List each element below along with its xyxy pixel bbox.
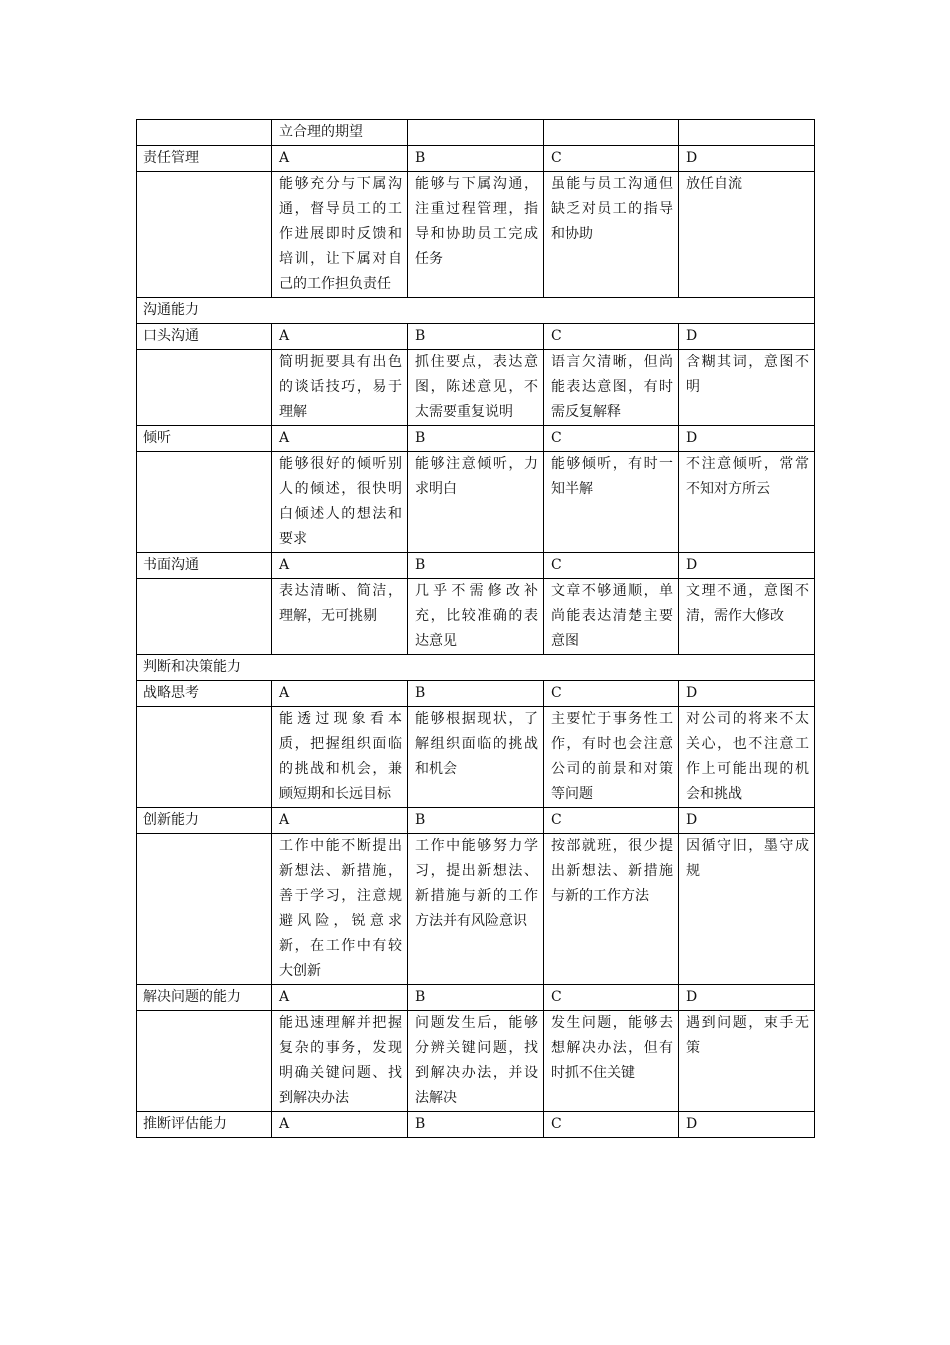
grade-b-description	[408, 120, 544, 146]
grade-c-label: C	[544, 426, 679, 452]
grade-d-label: D	[679, 426, 815, 452]
grade-c-label: C	[544, 553, 679, 579]
grade-d-description: 遇到问题，束手无策	[679, 1011, 815, 1112]
criterion-grade-row	[137, 808, 815, 834]
grade-c-label: C	[544, 324, 679, 350]
description-row	[137, 579, 815, 655]
criterion-grade-row	[137, 985, 815, 1011]
grade-a-description: 能够充分与下属沟通，督导员工的工作进展即时反馈和培训，让下属对自己的工作担负责任	[272, 172, 408, 298]
grade-c-description	[544, 120, 679, 146]
criterion-label: 解决问题的能力	[137, 985, 272, 1011]
grade-a-label: A	[272, 681, 408, 707]
grade-b-description: 抓住要点，表达意图，陈述意见，不太需要重复说明	[408, 350, 544, 426]
grade-d-description: 放任自流	[679, 172, 815, 298]
description-row	[137, 707, 815, 808]
grade-a-label: A	[272, 426, 408, 452]
criterion-label: 倾听	[137, 426, 272, 452]
grade-a-description: 简明扼要具有出色的谈话技巧，易于理解	[272, 350, 408, 426]
grade-d-description: 因循守旧，墨守成规	[679, 834, 815, 985]
grade-b-label: B	[408, 681, 544, 707]
grade-b-description: 能够根据现状，了解组织面临的挑战和机会	[408, 707, 544, 808]
grade-c-description: 按部就班，很少提出新想法、新措施与新的工作方法	[544, 834, 679, 985]
grade-c-description: 语言欠清晰，但尚能表达意图，有时需反复解释	[544, 350, 679, 426]
criterion-grade-row	[137, 146, 815, 172]
section-heading: 判断和决策能力	[137, 655, 815, 681]
description-row	[137, 172, 815, 298]
grade-a-description: 能迅速理解并把握复杂的事务，发现明确关键问题、找到解决办法	[272, 1011, 408, 1112]
empty-label-cell	[137, 834, 272, 985]
section-row	[137, 298, 815, 324]
grade-d-description	[679, 120, 815, 146]
grade-c-description: 能够倾听，有时一知半解	[544, 452, 679, 553]
criterion-grade-row	[137, 324, 815, 350]
grade-c-label: C	[544, 808, 679, 834]
grade-d-description: 文理不通，意图不清，需作大修改	[679, 579, 815, 655]
grade-b-description: 工作中能够努力学习，提出新想法、新措施与新的工作方法并有风险意识	[408, 834, 544, 985]
grade-d-label: D	[679, 681, 815, 707]
criterion-grade-row	[137, 1112, 815, 1138]
grade-c-label: C	[544, 985, 679, 1011]
grade-b-label: B	[408, 985, 544, 1011]
criterion-grade-row	[137, 681, 815, 707]
grade-d-description: 含糊其词，意图不明	[679, 350, 815, 426]
criterion-label: 责任管理	[137, 146, 272, 172]
description-row	[137, 1011, 815, 1112]
grade-c-label: C	[544, 1112, 679, 1138]
grade-a-label: A	[272, 324, 408, 350]
description-row	[137, 452, 815, 553]
grade-b-description: 能够与下属沟通，注重过程管理，指导和协助员工完成任务	[408, 172, 544, 298]
grade-b-label: B	[408, 426, 544, 452]
grade-a-label: A	[272, 1112, 408, 1138]
criterion-label: 书面沟通	[137, 553, 272, 579]
section-row	[137, 655, 815, 681]
criterion-grade-row	[137, 426, 815, 452]
grade-c-label: C	[544, 146, 679, 172]
grade-a-label: A	[272, 146, 408, 172]
description-row	[137, 120, 815, 146]
grade-b-label: B	[408, 324, 544, 350]
grade-b-label: B	[408, 146, 544, 172]
criterion-label: 口头沟通	[137, 324, 272, 350]
grade-a-description: 能透过现象看本质，把握组织面临的挑战和机会，兼顾短期和长远目标	[272, 707, 408, 808]
grade-d-label: D	[679, 324, 815, 350]
empty-label-cell	[137, 452, 272, 553]
criterion-label: 创新能力	[137, 808, 272, 834]
criterion-label: 战略思考	[137, 681, 272, 707]
description-row	[137, 350, 815, 426]
grade-b-label: B	[408, 1112, 544, 1138]
grade-d-description: 对公司的将来不太关心，也不注意工作上可能出现的机会和挑战	[679, 707, 815, 808]
evaluation-table-body	[137, 120, 815, 1138]
grade-b-description: 问题发生后，能够分辨关键问题，找到解决办法，并设法解决	[408, 1011, 544, 1112]
grade-b-description: 几乎不需修改补充，比较准确的表达意见	[408, 579, 544, 655]
grade-a-description: 立合理的期望	[272, 120, 408, 146]
grade-d-label: D	[679, 146, 815, 172]
grade-d-label: D	[679, 808, 815, 834]
grade-b-label: B	[408, 553, 544, 579]
empty-label-cell	[137, 120, 272, 146]
grade-a-label: A	[272, 985, 408, 1011]
grade-c-description: 虽能与员工沟通但缺乏对员工的指导和协助	[544, 172, 679, 298]
grade-a-label: A	[272, 553, 408, 579]
section-heading: 沟通能力	[137, 298, 815, 324]
grade-c-description: 文章不够通顺，单尚能表达清楚主要意图	[544, 579, 679, 655]
grade-d-label: D	[679, 553, 815, 579]
grade-a-description: 能够很好的倾听别人的倾述，很快明白倾述人的想法和要求	[272, 452, 408, 553]
empty-label-cell	[137, 172, 272, 298]
grade-b-label: B	[408, 808, 544, 834]
empty-label-cell	[137, 579, 272, 655]
empty-label-cell	[137, 1011, 272, 1112]
grade-a-description: 表达清晰、简洁，理解，无可挑剔	[272, 579, 408, 655]
grade-a-label: A	[272, 808, 408, 834]
evaluation-table	[136, 119, 815, 1138]
description-row	[137, 834, 815, 985]
criterion-grade-row	[137, 553, 815, 579]
grade-d-label: D	[679, 1112, 815, 1138]
grade-c-description: 发生问题，能够去想解决办法，但有时抓不住关键	[544, 1011, 679, 1112]
grade-a-description: 工作中能不断提出新想法、新措施，善于学习，注意规避风险，锐意求新，在工作中有较大创新	[272, 834, 408, 985]
empty-label-cell	[137, 350, 272, 426]
grade-d-label: D	[679, 985, 815, 1011]
grade-d-description: 不注意倾听，常常不知对方所云	[679, 452, 815, 553]
grade-c-description: 主要忙于事务性工作，有时也会注意公司的前景和对策等问题	[544, 707, 679, 808]
empty-label-cell	[137, 707, 272, 808]
grade-b-description: 能够注意倾听，力求明白	[408, 452, 544, 553]
criterion-label: 推断评估能力	[137, 1112, 272, 1138]
grade-c-label: C	[544, 681, 679, 707]
